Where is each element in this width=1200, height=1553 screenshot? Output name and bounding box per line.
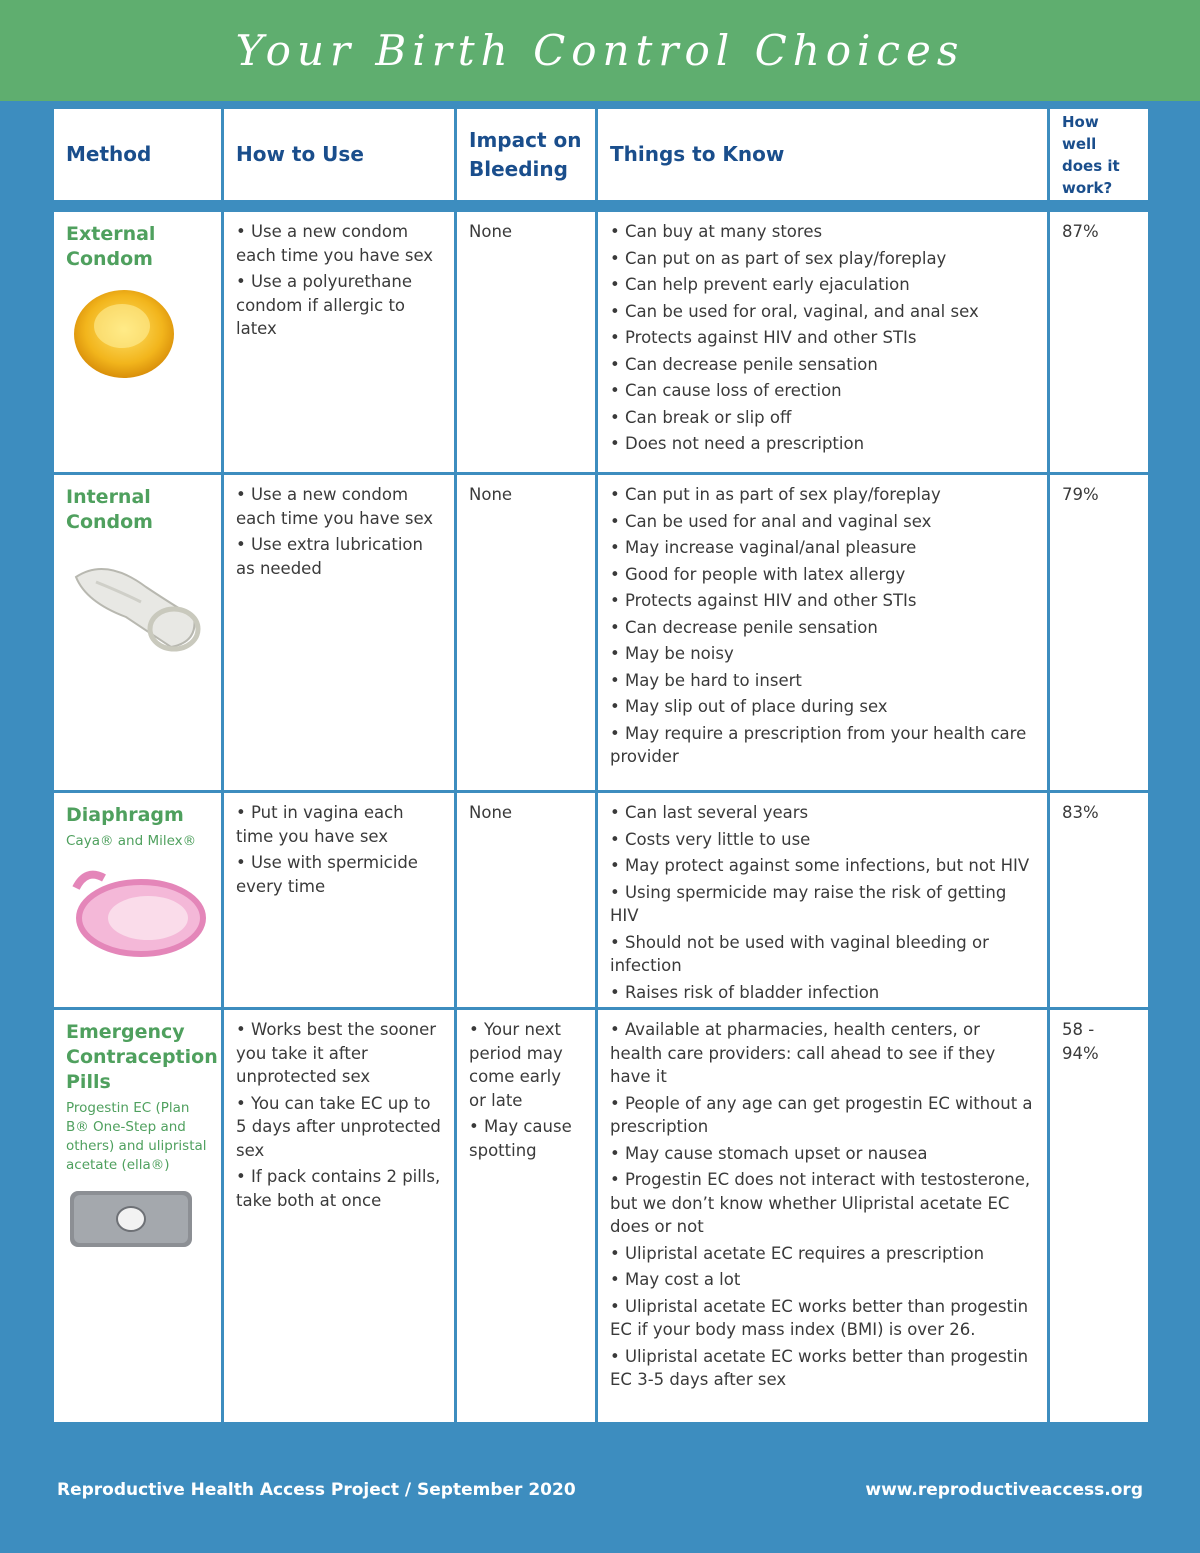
header-how-well: How well does it work? (1050, 109, 1148, 203)
how-to-use-item: • Use a polyurethane condom if allergic to latex (236, 270, 442, 341)
things-to-know-cell (598, 212, 1050, 475)
how-to-use-item: • Use with spermicide every time (236, 851, 442, 898)
header-how-to-use: How to Use (224, 109, 457, 203)
how-to-use-cell (224, 1010, 457, 1425)
methods-table (54, 109, 1148, 1425)
how-to-use-item: • You can take EC up to 5 days after unprotected sex (236, 1092, 442, 1163)
effectiveness-cell (1050, 793, 1148, 1010)
internal-condom-image (66, 547, 209, 664)
impact-item: • Your next period may come early or late (469, 1018, 583, 1112)
method-cell (54, 1010, 224, 1425)
things-to-know-item: • Can last several years (610, 801, 1035, 825)
things-to-know-item: • Can be used for oral, vaginal, and anal sex (610, 300, 1035, 324)
method-brand: Progestin EC (Plan B® One-Step and others) and ulipristal acetate (ella®) (66, 1100, 207, 1173)
method-name: Emergency Contraception Pills (66, 1021, 218, 1093)
method-cell (54, 475, 224, 793)
effectiveness-rate: 79% (1062, 485, 1099, 504)
method-row (54, 793, 1148, 1010)
things-to-know-item: • Can cause loss of erection (610, 379, 1035, 403)
things-to-know-item: • Can decrease penile sensation (610, 353, 1035, 377)
things-to-know-item: • Good for people with latex allergy (610, 563, 1035, 587)
things-to-know-item: • Ulipristal acetate EC works better than progestin EC 3-5 days after sex (610, 1345, 1035, 1392)
impact-item: • May cause spotting (469, 1115, 583, 1162)
things-to-know-item: • May require a prescription from your health care provider (610, 722, 1035, 769)
header-impact: Impact on Bleeding (457, 109, 598, 203)
method-brand: Caya® and Milex® (66, 833, 197, 849)
method-row (54, 475, 1148, 793)
effectiveness-rate: 58 - 94% (1062, 1020, 1099, 1063)
impact-cell (457, 1010, 598, 1425)
impact-cell (457, 212, 598, 475)
pill-pack-image (66, 1187, 209, 1258)
how-to-use-item: • Use a new condom each time you have sex (236, 220, 442, 267)
things-to-know-item: • Progestin EC does not interact with testosterone, but we don’t know whether Ulipristal acetate EC does or not (610, 1168, 1035, 1239)
things-to-know-item: • May slip out of place during sex (610, 695, 1035, 719)
things-to-know-item: • Should not be used with vaginal bleeding or infection (610, 931, 1035, 978)
footer-credit: Reproductive Health Access Project / September 2020 (57, 1480, 576, 1500)
impact-item: None (469, 222, 513, 241)
things-to-know-item: • Can help prevent early ejaculation (610, 273, 1035, 297)
things-to-know-item: • Does not need a prescription (610, 432, 1035, 456)
things-to-know-item: • Ulipristal acetate EC works better than progestin EC if your body mass index (BMI) is over 26. (610, 1295, 1035, 1342)
things-to-know-item: • Raises risk of bladder infection (610, 981, 1035, 1005)
header-method: Method (54, 109, 224, 203)
things-to-know-item: • Available at pharmacies, health centers, or health care providers: call ahead to see if they have it (610, 1018, 1035, 1089)
how-to-use-cell (224, 212, 457, 475)
how-to-use-item: • Put in vagina each time you have sex (236, 801, 442, 848)
things-to-know-item: • Can put on as part of sex play/foreplay (610, 247, 1035, 271)
page-title: Your Birth Control Choices (235, 26, 965, 75)
effectiveness-cell (1050, 1010, 1148, 1425)
things-to-know-item: • Ulipristal acetate EC requires a prescription (610, 1242, 1035, 1266)
method-row (54, 212, 1148, 475)
things-to-know-item: • Can put in as part of sex play/foreplay (610, 483, 1035, 507)
impact-cell (457, 475, 598, 793)
things-to-know-item: • Costs very little to use (610, 828, 1035, 852)
things-to-know-item: • May be hard to insert (610, 669, 1035, 693)
things-to-know-item: • Protects against HIV and other STIs (610, 589, 1035, 613)
things-to-know-item: • People of any age can get progestin EC without a prescription (610, 1092, 1035, 1139)
effectiveness-cell (1050, 475, 1148, 793)
method-cell (54, 793, 224, 1010)
how-to-use-cell (224, 793, 457, 1010)
impact-item: None (469, 485, 513, 504)
things-to-know-item: • May protect against some infections, but not HIV (610, 854, 1035, 878)
how-to-use-item: • Works best the sooner you take it after unprotected sex (236, 1018, 442, 1089)
things-to-know-item: • May cost a lot (610, 1268, 1035, 1292)
how-to-use-item: • Use extra lubrication as needed (236, 533, 442, 580)
effectiveness-rate: 83% (1062, 803, 1099, 822)
effectiveness-rate: 87% (1062, 222, 1099, 241)
things-to-know-cell (598, 793, 1050, 1010)
things-to-know-item: • Can break or slip off (610, 406, 1035, 430)
impact-cell (457, 793, 598, 1010)
things-to-know-cell (598, 475, 1050, 793)
header-things-to-know: Things to Know (598, 109, 1050, 203)
diaphragm-image (66, 863, 209, 970)
things-to-know-item: • Using spermicide may raise the risk of getting HIV (610, 881, 1035, 928)
footer-url: www.reproductiveaccess.org (865, 1480, 1143, 1500)
method-name: Internal Condom (66, 486, 153, 533)
yellow-condom-image (66, 284, 209, 387)
how-to-use-item: • If pack contains 2 pills, take both at once (236, 1165, 442, 1212)
header-row (54, 109, 1148, 203)
things-to-know-item: • Can decrease penile sensation (610, 616, 1035, 640)
method-cell (54, 212, 224, 475)
how-to-use-cell (224, 475, 457, 793)
things-to-know-item: • May increase vaginal/anal pleasure (610, 536, 1035, 560)
title-banner (0, 0, 1200, 101)
effectiveness-cell (1050, 212, 1148, 475)
things-to-know-item: • May be noisy (610, 642, 1035, 666)
things-to-know-cell (598, 1010, 1050, 1425)
things-to-know-item: • May cause stomach upset or nausea (610, 1142, 1035, 1166)
how-to-use-item: • Use a new condom each time you have sex (236, 483, 442, 530)
impact-item: None (469, 803, 513, 822)
things-to-know-item: • Can be used for anal and vaginal sex (610, 510, 1035, 534)
things-to-know-item: • Protects against HIV and other STIs (610, 326, 1035, 350)
method-row (54, 1010, 1148, 1425)
method-name: Diaphragm (66, 804, 184, 826)
method-name: External Condom (66, 223, 156, 270)
things-to-know-item: • Can buy at many stores (610, 220, 1035, 244)
